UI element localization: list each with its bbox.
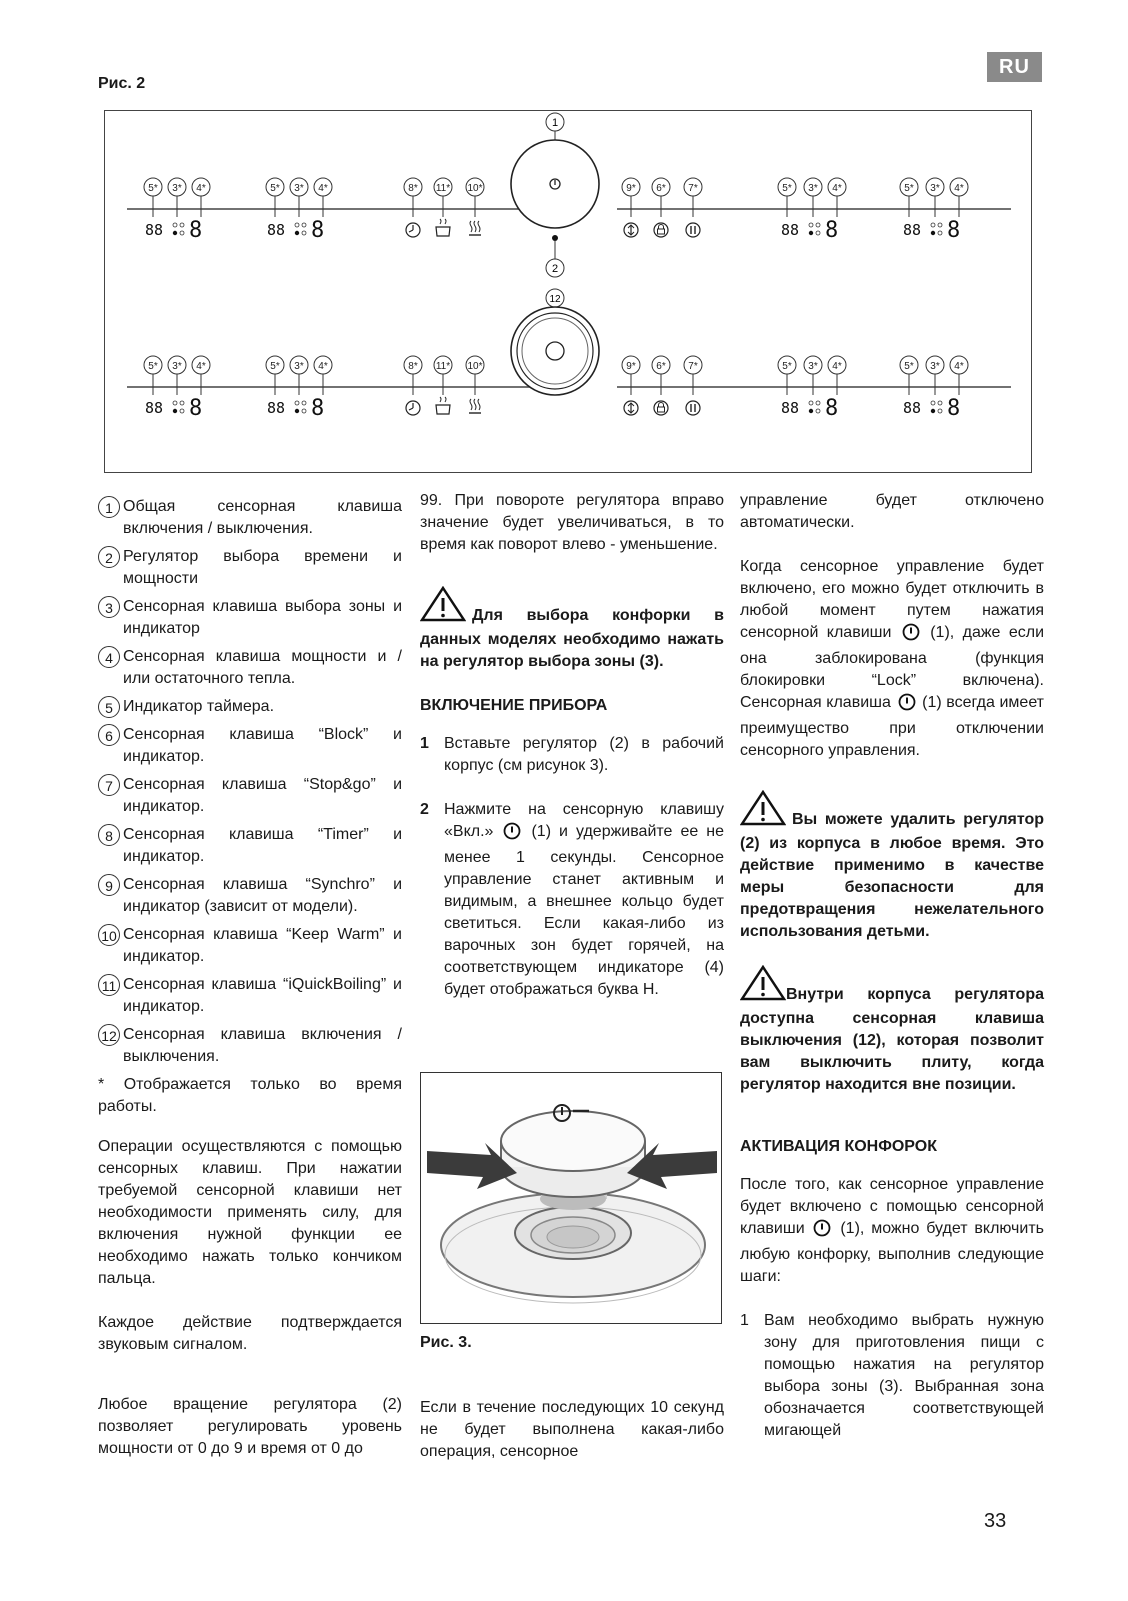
legend-list	[98, 496, 402, 1068]
power-level-display: 8	[189, 218, 203, 243]
legend-item	[98, 824, 402, 868]
legend-item	[98, 596, 402, 640]
dot-indicator	[938, 223, 942, 227]
legend-item	[98, 724, 402, 768]
language-badge: RU	[987, 52, 1042, 82]
dot-indicator	[931, 231, 935, 235]
legend-item	[98, 774, 402, 818]
key-callout-label: 3*	[808, 361, 818, 372]
zone-timer-display: 88	[145, 221, 164, 239]
key-callout-label: 3*	[172, 361, 182, 372]
column-3	[740, 490, 1044, 1464]
key-callout-label: 4*	[318, 361, 328, 372]
key-callout-label: 11*	[435, 183, 451, 194]
timer-icon-hand	[409, 230, 413, 232]
key-callout-label: 5*	[270, 361, 280, 372]
legend-number-circle: 2	[98, 546, 120, 568]
key-callout-label: 10*	[467, 183, 483, 194]
legend-text: Сенсорная клавиша “Timer” и индикатор.	[123, 826, 402, 865]
warning-icon	[740, 965, 786, 1008]
key-callout-label: 9*	[626, 361, 636, 372]
key-callout-label: 11*	[435, 361, 451, 372]
legend-text: Сенсорная клавиша “Block” и индикатор.	[123, 726, 402, 765]
dot-indicator	[302, 409, 306, 413]
dot-indicator	[180, 401, 184, 405]
legend-item	[98, 1024, 402, 1068]
key-callout-label: 4*	[954, 183, 964, 194]
legend-text: Общая сенсорная клавиша включения / выключения.	[123, 498, 402, 537]
col3-step-1-text: Вам необходимо выбрать нужную зону для приготовления пищи с помощью нажатия на регулятор выбора зоны (3). Выбранная зона обозначается соответствующей мигающей	[764, 1312, 1044, 1439]
power-icon	[503, 822, 521, 847]
col3-warning-1-text: Вы можете удалить регулятор (2) из корпуса в любое время. Это действие применимо в качестве меры безопасности для предотвращения нежелательного использования детьми.	[740, 811, 1044, 940]
panel-drawing	[105, 111, 1033, 474]
dot-indicator	[938, 231, 942, 235]
dot-indicator	[295, 409, 299, 413]
legend-text: Регулятор выбора времени и мощности	[123, 548, 402, 587]
legend-number-circle: 4	[98, 646, 120, 668]
col1-paragraph-2: Каждое действие подтверждается звуковым сигналом.	[98, 1314, 402, 1353]
figure-3-illustration	[420, 1072, 722, 1324]
key-callout-label: 7*	[688, 183, 698, 194]
col3-warning-1	[740, 790, 1044, 943]
dot-indicator	[809, 409, 813, 413]
key-callout-label: 6*	[656, 183, 666, 194]
dot-indicator	[295, 401, 299, 405]
legend-number-circle: 3	[98, 596, 120, 618]
legend-number-circle: 5	[98, 696, 120, 718]
dot-indicator	[180, 409, 184, 413]
dot-indicator	[173, 231, 177, 235]
column-1	[98, 496, 402, 1482]
power-level-display: 8	[311, 396, 325, 421]
dot-indicator	[295, 223, 299, 227]
steam-icon	[440, 397, 446, 402]
key-callout-label: 4*	[196, 361, 206, 372]
warning-icon	[420, 586, 466, 629]
col3-paragraph-1: управление будет отключено автоматически.	[740, 492, 1044, 531]
key-callout-label: 3*	[930, 361, 940, 372]
legend-item	[98, 924, 402, 968]
warning-icon	[740, 790, 786, 833]
step-1	[420, 733, 724, 777]
zone-timer-display: 88	[267, 221, 286, 239]
zone-timer-display: 88	[903, 399, 922, 417]
quick-boiling-icon	[436, 227, 450, 236]
power-level-display: 8	[825, 218, 839, 243]
key-callout-label: 10*	[467, 361, 483, 372]
dot-indicator	[931, 409, 935, 413]
lock-shackle	[659, 225, 664, 230]
dot-indicator	[816, 223, 820, 227]
col3-step-1	[740, 1310, 1044, 1442]
dot-indicator	[931, 223, 935, 227]
lock-body	[658, 407, 665, 412]
dot-indicator	[302, 401, 306, 405]
power-level-display: 8	[947, 396, 961, 421]
col3-step-1-number: 1	[740, 1312, 749, 1329]
key-callout-label: 7*	[688, 361, 698, 372]
step-1-text: Вставьте регулятор (2) в рабочий корпус (см рисунок 3).	[444, 735, 724, 774]
column-2	[420, 490, 724, 1023]
legend-number-circle: 10	[98, 924, 120, 946]
power-level-display: 8	[311, 218, 325, 243]
control-panel-diagram	[104, 110, 1032, 473]
col1-paragraph-1: Операции осуществляются с помощью сенсорных клавиш. При нажатии требуемой сенсорной клавиши нет необходимости применять силу, для включения нужной функции ее необходимо нажать только кончиком пальца.	[98, 1138, 402, 1287]
timer-icon-hand	[409, 408, 413, 410]
legend-item	[98, 696, 402, 718]
pause-icon	[686, 223, 700, 237]
dot-indicator	[816, 409, 820, 413]
key-callout-label: 5*	[782, 361, 792, 372]
dot-indicator	[173, 409, 177, 413]
dot-indicator	[931, 401, 935, 405]
key-callout-label: 5*	[904, 183, 914, 194]
dot-indicator	[816, 401, 820, 405]
rotary-knob-outer	[511, 307, 599, 395]
key-callout-label: 3*	[172, 183, 182, 194]
lock-body	[658, 229, 665, 234]
col3-paragraph-2-b: (1), даже если она заблокирована (функция блокировки “Lock” включена). Сенсорная клавиша	[740, 624, 1045, 711]
heading-power-on: ВКЛЮЧЕНИЕ ПРИБОРА	[420, 697, 608, 714]
legend-number-circle: 1	[98, 496, 120, 518]
legend-text: Сенсорная клавиша “iQuickBoiling” и индикатор.	[123, 976, 402, 1015]
key-callout-label: 5*	[270, 183, 280, 194]
col2-warning	[420, 586, 724, 673]
dot-indicator	[809, 223, 813, 227]
callout-label-2: 2	[551, 263, 559, 275]
power-icon	[813, 1219, 831, 1244]
legend-text: Сенсорная клавиша “Stop&go” и индикатор.	[123, 776, 402, 815]
dot-indicator	[809, 401, 813, 405]
col3-paragraph-2-a: Когда сенсорное управление будет включено, его можно будет отключить в любой момент путем нажатия сенсорной клавиши	[740, 558, 1044, 641]
key-callout-label: 3*	[294, 361, 304, 372]
keep-warm-waves	[470, 399, 480, 410]
dot-indicator	[295, 231, 299, 235]
key-callout-label: 4*	[832, 361, 842, 372]
dot-indicator	[302, 223, 306, 227]
legend-text: Сенсорная клавиша “Keep Warm” и индикатор.	[123, 926, 402, 965]
col3-paragraph-3-a: После того, как сенсорное управление будет включено с помощью сенсорной клавиши	[740, 1176, 1044, 1237]
key-callout-label: 4*	[318, 183, 328, 194]
power-icon	[898, 693, 916, 718]
heading-activate-zones: АКТИВАЦИЯ КОНФОРОК	[740, 1138, 937, 1155]
dot-indicator	[173, 401, 177, 405]
legend-number-circle: 12	[98, 1024, 120, 1046]
column-2-bottom	[420, 1397, 724, 1485]
zone-timer-display: 88	[145, 399, 164, 417]
legend-number-circle: 6	[98, 724, 120, 746]
step-2-number: 2	[420, 801, 429, 818]
legend-text: Индикатор таймера.	[123, 698, 275, 715]
col1-paragraph-3: Любое вращение регулятора (2) позволяет регулировать уровень мощности от 0 до 9 и время от 0 до	[98, 1396, 402, 1457]
dot-indicator	[816, 231, 820, 235]
dot-indicator	[180, 223, 184, 227]
callout-label-12: 12	[549, 294, 561, 305]
dot-indicator	[180, 231, 184, 235]
key-callout-label: 4*	[832, 183, 842, 194]
key-callout-label: 3*	[930, 183, 940, 194]
col3-paragraph-2	[740, 556, 1044, 762]
dot-indicator	[809, 231, 813, 235]
key-callout-label: 5*	[782, 183, 792, 194]
keep-warm-waves	[470, 221, 480, 232]
dot-indicator	[173, 223, 177, 227]
col3-paragraph-3-b: (1), можно будет включить любую конфорку, выполнив следующие шаги:	[740, 1220, 1044, 1285]
callout-label-1: 1	[551, 117, 559, 129]
col2-paragraph-1: 99. При повороте регулятора вправо значение будет увеличиваться, в то время как поворот влево - уменьшение.	[420, 492, 724, 553]
col2-paragraph-end: Если в течение последующих 10 секунд не будет выполнена какая-либо операция, сенсорное	[420, 1399, 724, 1460]
key-callout-label: 6*	[656, 361, 666, 372]
marker-dot	[552, 235, 558, 241]
key-callout-label: 5*	[148, 183, 158, 194]
key-callout-label: 3*	[808, 183, 818, 194]
pause-icon	[686, 401, 700, 415]
power-level-display: 8	[189, 396, 203, 421]
legend-number-circle: 9	[98, 874, 120, 896]
legend-number-circle: 7	[98, 774, 120, 796]
key-callout-label: 4*	[954, 361, 964, 372]
legend-text: Сенсорная клавиша мощности и / или остаточного тепла.	[123, 648, 402, 687]
legend-item	[98, 646, 402, 690]
zone-timer-display: 88	[903, 221, 922, 239]
key-callout-label: 4*	[196, 183, 206, 194]
legend-item	[98, 496, 402, 540]
power-level-display: 8	[825, 396, 839, 421]
key-callout-label: 8*	[408, 361, 418, 372]
legend-item	[98, 974, 402, 1018]
key-callout-label: 5*	[904, 361, 914, 372]
lock-icon	[654, 223, 668, 237]
zone-timer-display: 88	[267, 399, 286, 417]
step-1-number: 1	[420, 735, 429, 752]
figure-2-caption: Рис. 2	[98, 75, 146, 92]
dot-indicator	[938, 401, 942, 405]
step-2-text-b: (1) и удерживайте ее не менее 1 секунды. Сенсорное управление станет активным и видимым, а внешнее кольцо будет светиться. Если какая-либо из варочных зон будет горячей, на соответствующем индикаторе (4) будет отображаться буква H.	[444, 823, 724, 998]
legend-number-circle: 8	[98, 824, 120, 846]
power-icon	[902, 623, 920, 648]
legend-number-circle: 11	[98, 974, 120, 996]
key-callout-label: 8*	[408, 183, 418, 194]
col3-warning-2-text: Внутри корпуса регулятора доступна сенсорная клавиша выключения (12), которая позволит вам выключить плиту, когда регулятор находится вне позиции.	[740, 986, 1044, 1093]
col3-paragraph-2-c: (1) всегда имеет преимущество при отключении сенсорного управления.	[740, 694, 1045, 759]
step-2-text-a: Нажмите на сенсорную клавишу «Вкл.»	[444, 801, 724, 840]
footnote: * Отображается только во время работы.	[98, 1076, 402, 1115]
legend-item	[98, 546, 402, 590]
page-number: 33	[984, 1510, 1007, 1532]
key-callout-label: 9*	[626, 183, 636, 194]
dot-indicator	[938, 409, 942, 413]
legend-text: Сенсорная клавиша включения / выключения.	[123, 1026, 402, 1065]
legend-item	[98, 874, 402, 918]
step-2	[420, 799, 724, 1001]
lock-icon	[654, 401, 668, 415]
quick-boiling-icon	[436, 405, 450, 414]
key-callout-label: 5*	[148, 361, 158, 372]
steam-icon	[440, 219, 446, 224]
col2-warning-text: Для выбора конфорки в данных моделях необходимо нажать на регулятор выбора зоны (3).	[420, 607, 724, 670]
zone-timer-display: 88	[781, 221, 800, 239]
lock-shackle	[659, 403, 664, 408]
dot-indicator	[302, 231, 306, 235]
key-callout-label: 3*	[294, 183, 304, 194]
col3-warning-2	[740, 965, 1044, 1096]
power-level-display: 8	[947, 218, 961, 243]
figure-3-caption: Рис. 3.	[420, 1334, 472, 1351]
zone-timer-display: 88	[781, 399, 800, 417]
legend-text: Сенсорная клавиша выбора зоны и индикатор	[123, 598, 402, 637]
legend-text: Сенсорная клавиша “Synchro” и индикатор (зависит от модели).	[123, 876, 402, 915]
col3-paragraph-3	[740, 1174, 1044, 1288]
